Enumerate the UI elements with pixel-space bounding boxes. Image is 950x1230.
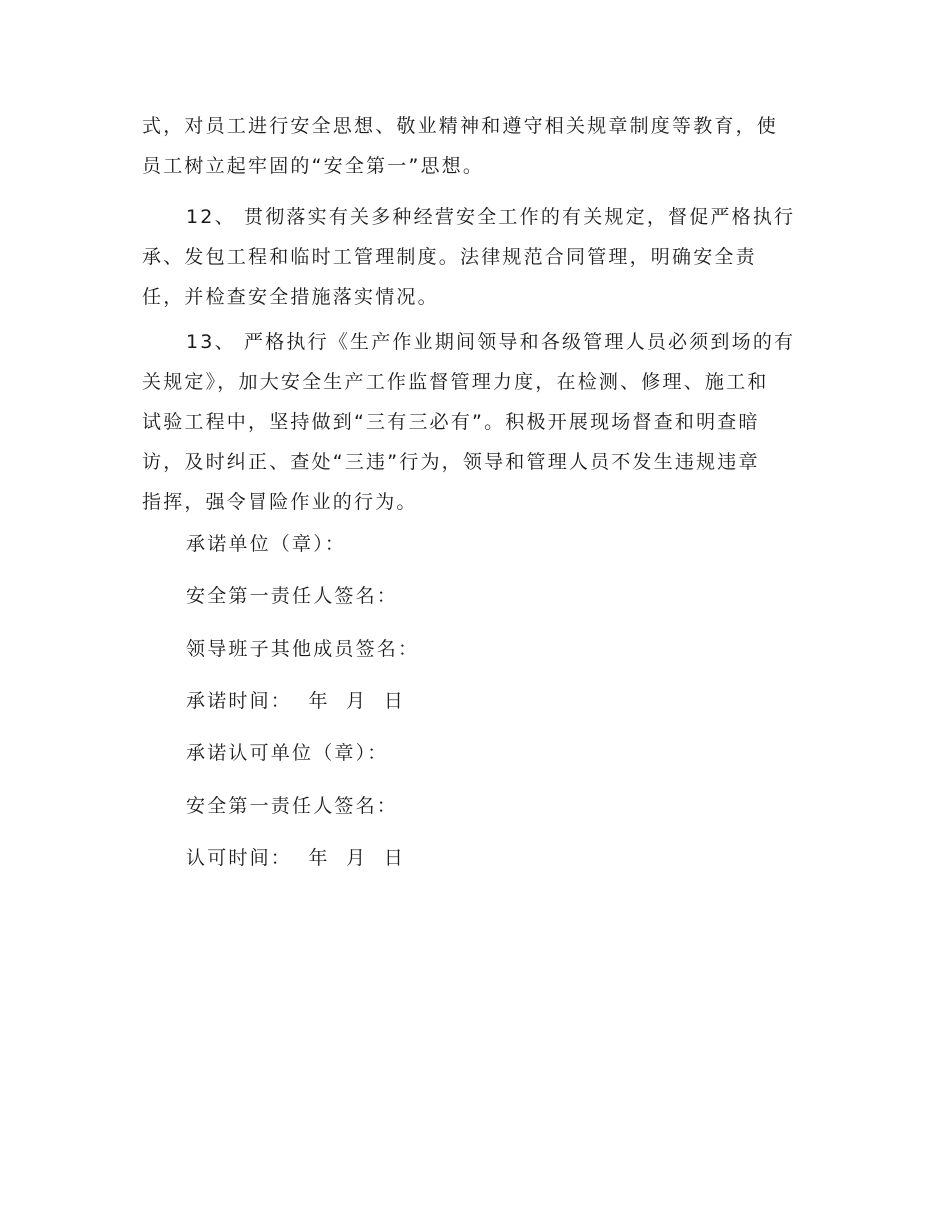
paragraph-continuation [142, 106, 810, 186]
paragraph-item-13 [142, 322, 810, 522]
paragraph-line: 式，对员工进行安全思想、敬业精神和遵守相关规章制度等教育，使 [142, 115, 779, 137]
approval-date-label: 认可时间： 年 月 日 [186, 847, 406, 869]
paragraph-line: 关规定》，加大安全生产工作监督管理力度，在检测、修理、施工和 [142, 371, 769, 393]
paragraph-line: 13、 严格执行《生产作业期间领导和各级管理人员必须到场的有 [186, 331, 796, 353]
paragraph-line: 任，并检查安全措施落实情况。 [142, 286, 439, 308]
paragraph-line: 员工树立起牢固的“安全第一”思想。 [142, 155, 485, 177]
pledge-date-label: 承诺时间： 年 月 日 [186, 690, 406, 712]
safety-responsible-signature-label: 安全第一责任人签名： [186, 585, 399, 607]
paragraph-line: 承、发包工程和临时工管理制度。法律规范合同管理，明确安全责 [142, 246, 757, 268]
pledge-unit-seal-label: 承诺单位（章）： [186, 533, 347, 555]
approving-responsible-signature-label: 安全第一责任人签名： [186, 795, 399, 817]
approving-unit-seal-label: 承诺认可单位（章）： [186, 742, 389, 764]
paragraph-line: 试验工程中，坚持做到“三有三必有”。积极开展现场督查和明查暗 [142, 411, 760, 433]
paragraph-line: 访，及时纠正、查处“三违”行为，领导和管理人员不发生违规违章 [142, 451, 760, 473]
paragraph-line: 指挥，强令冒险作业的行为。 [142, 491, 418, 513]
leadership-members-signature-label: 领导班子其他成员签名： [186, 638, 420, 660]
paragraph-item-12 [142, 197, 810, 317]
paragraph-line: 12、 贯彻落实有关多种经营安全工作的有关规定，督促严格执行 [186, 206, 796, 228]
